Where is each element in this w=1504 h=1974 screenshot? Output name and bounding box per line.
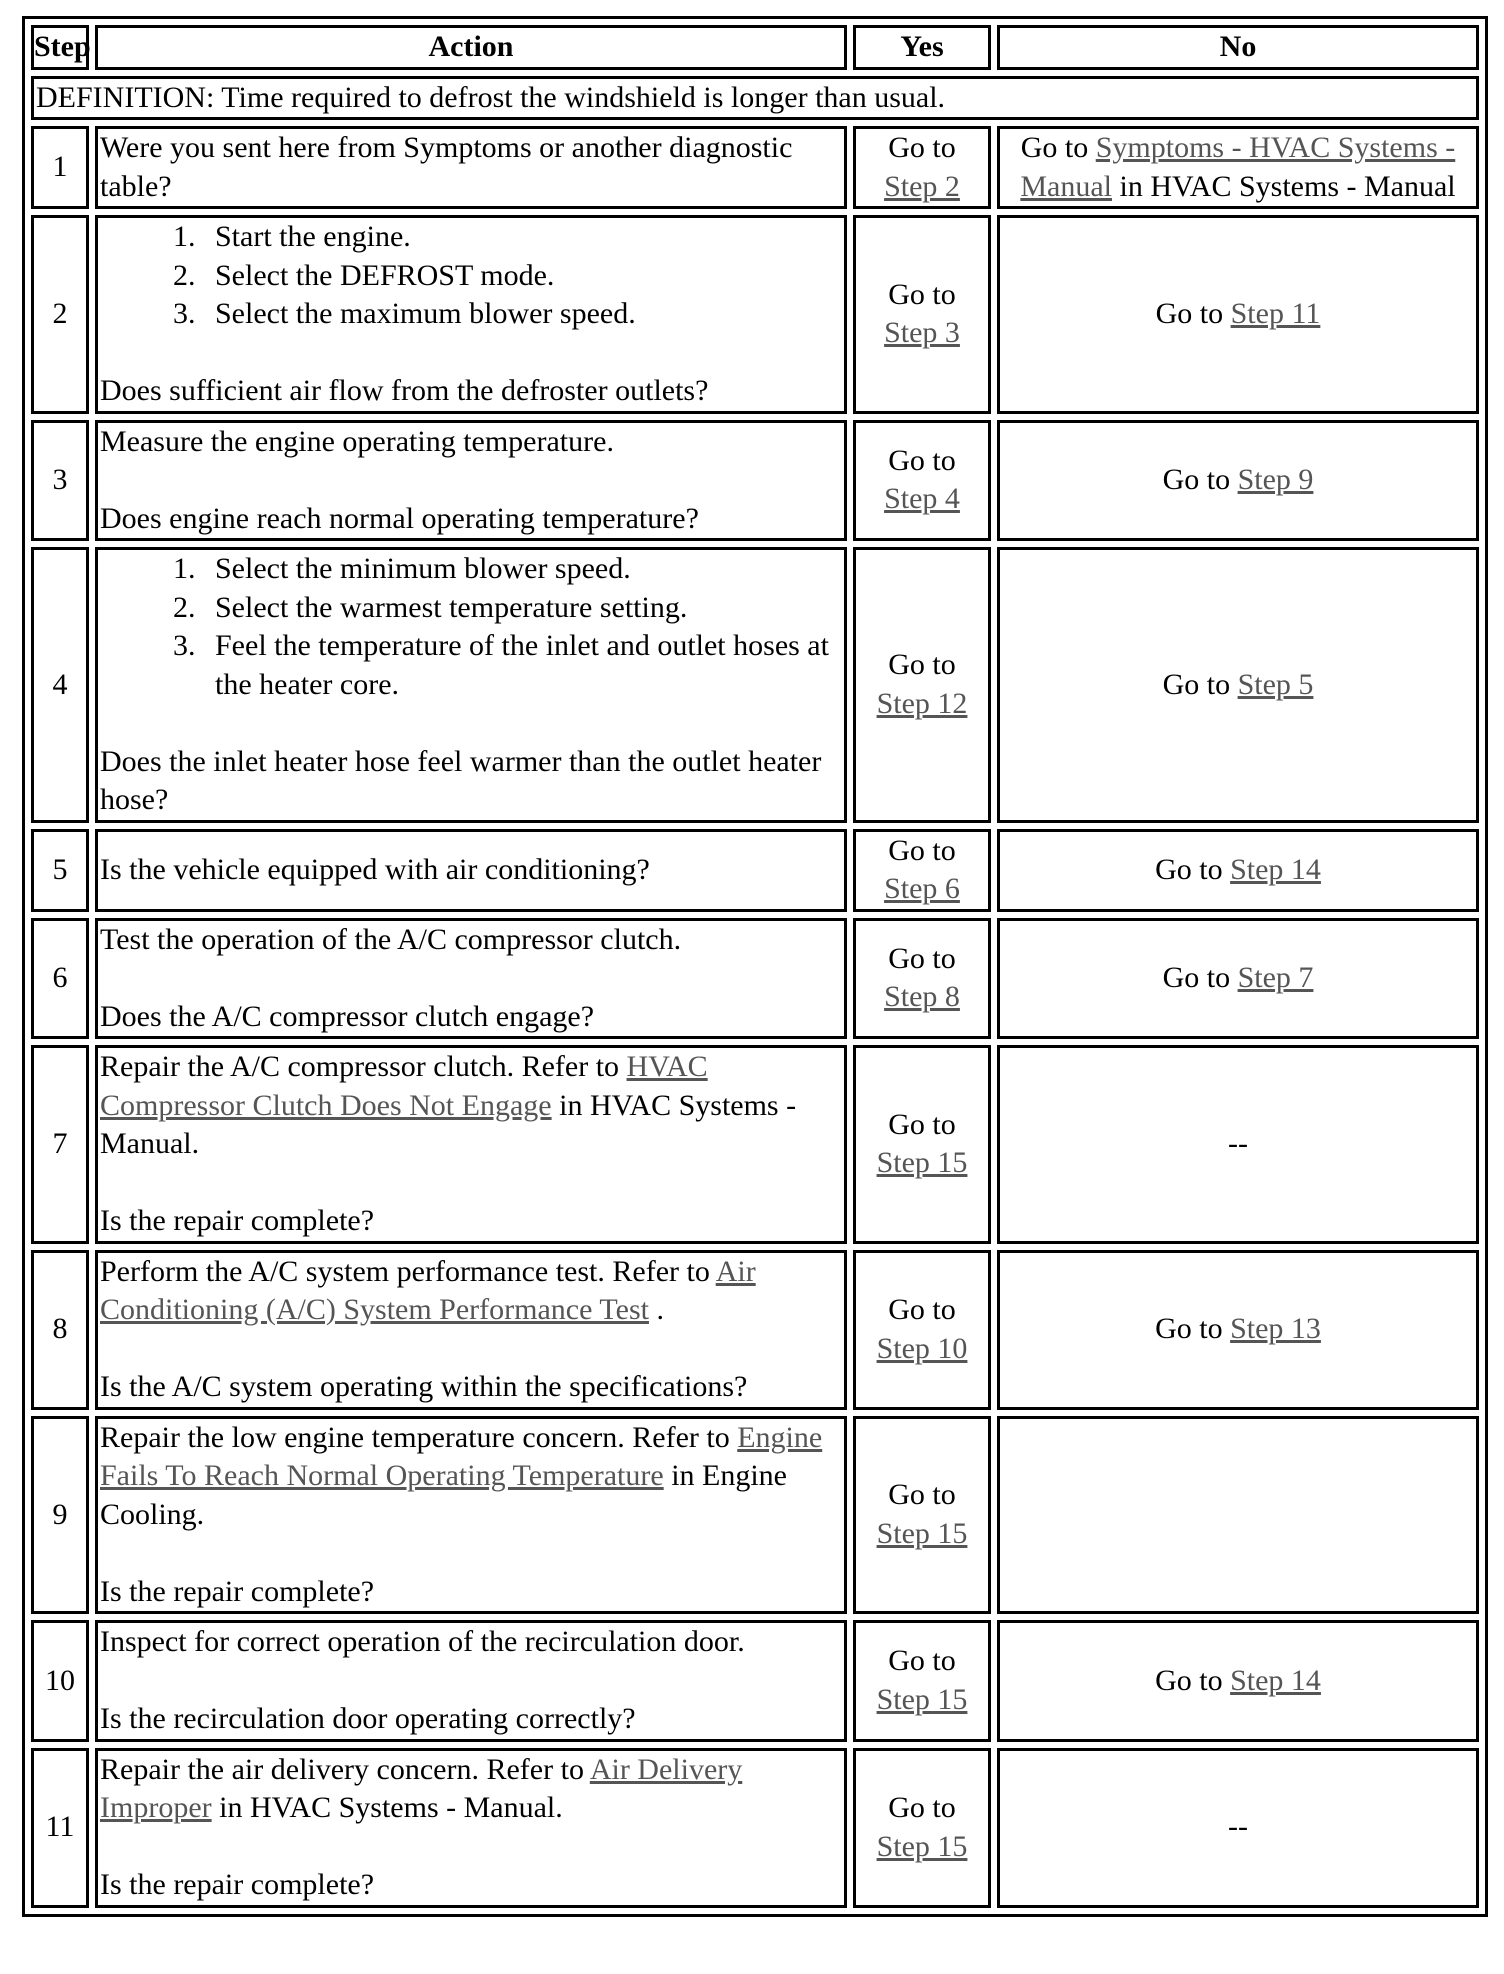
yes-goto-link[interactable]: Step 15 — [876, 1682, 968, 1716]
step-number: 11 — [31, 1748, 89, 1908]
table-row — [31, 420, 1479, 542]
action-instruction: Inspect for correct operation of the recirculation door. — [100, 1625, 745, 1658]
action-step: 2. Select the warmest temperature setting. — [203, 589, 842, 628]
no-goto-pre: Go to — [1162, 961, 1231, 994]
action-steps-list — [100, 218, 842, 334]
no-goto-text: -- — [1228, 1810, 1248, 1844]
header-yes: Yes — [853, 25, 991, 70]
yes-cell — [853, 829, 991, 912]
no-goto-pre: Go to — [1155, 1312, 1223, 1346]
step-number: 2 — [31, 215, 89, 414]
yes-goto-pre: Go to — [888, 1293, 956, 1326]
action-cell — [95, 1045, 847, 1244]
action-cell — [95, 420, 847, 542]
no-cell — [997, 1250, 1479, 1410]
yes-cell — [853, 126, 991, 209]
reference-link[interactable]: Engine Fails To Reach Normal Operating Temperature — [100, 1420, 823, 1492]
header-row — [31, 25, 1479, 70]
definition-text: DEFINITION: Time required to defrost the windshield is longer than usual. — [31, 76, 1479, 121]
no-cell — [997, 126, 1479, 209]
header-action: Action — [95, 25, 847, 70]
no-cell — [997, 420, 1479, 542]
no-cell — [997, 547, 1479, 823]
action-step: 3. Feel the temperature of the inlet and outlet hoses at the heater core. — [203, 627, 842, 704]
blank-line — [100, 1662, 842, 1701]
yes-goto-pre: Go to — [888, 1644, 956, 1678]
step-number: 5 — [31, 829, 89, 912]
action-question: Is the repair complete? — [100, 1868, 375, 1901]
no-goto-post: in HVAC Systems - Manual — [1119, 169, 1456, 203]
action-step: 2. Select the DEFROST mode. — [203, 257, 842, 296]
yes-goto-link[interactable]: Step 15 — [876, 1829, 968, 1863]
yes-goto-link[interactable]: Step 12 — [876, 686, 968, 720]
step-number: 7 — [31, 1045, 89, 1244]
header-step: Step — [31, 25, 89, 70]
action-pre: Repair the air delivery concern. Refer to — [100, 1752, 584, 1786]
yes-cell — [853, 918, 991, 1040]
table-row — [31, 215, 1479, 414]
yes-goto-link[interactable]: Step 15 — [876, 1146, 968, 1180]
action-post: in HVAC Systems - Manual. — [219, 1791, 563, 1824]
step-number: 10 — [31, 1620, 89, 1742]
no-goto-pre: Go to — [1155, 297, 1224, 330]
action-question: Is the recirculation door operating correctly? — [100, 1702, 636, 1735]
table-row — [31, 1416, 1479, 1615]
table-row — [31, 1250, 1479, 1410]
action-cell — [95, 126, 847, 209]
yes-goto-pre: Go to — [888, 1791, 956, 1824]
step-number: 9 — [31, 1416, 89, 1615]
action-question: Does the A/C compressor clutch engage? — [100, 999, 595, 1033]
step-number: 8 — [31, 1250, 89, 1410]
blank-line — [100, 704, 842, 743]
yes-goto-link[interactable]: Step 6 — [884, 872, 960, 905]
blank-line — [100, 461, 842, 500]
action-step: 3. Select the maximum blower speed. — [203, 295, 842, 334]
reference-link[interactable]: Air Delivery Improper — [100, 1752, 743, 1824]
action-instruction — [100, 1048, 842, 1164]
no-goto-pre: Go to — [1155, 1663, 1223, 1697]
no-cell — [997, 1416, 1479, 1615]
action-question: Is the repair complete? — [100, 1204, 375, 1237]
yes-goto-link[interactable]: Step 8 — [884, 980, 960, 1014]
action-cell — [95, 1620, 847, 1742]
action-step: 1. Start the engine. — [203, 218, 842, 257]
no-goto-pre: Go to — [1020, 131, 1089, 164]
no-goto-link[interactable]: Step 9 — [1237, 463, 1314, 496]
blank-line — [100, 1534, 842, 1573]
yes-goto-pre: Go to — [888, 277, 956, 311]
blank-line — [100, 1164, 842, 1203]
no-cell — [997, 215, 1479, 414]
yes-goto-link[interactable]: Step 10 — [876, 1331, 968, 1365]
yes-cell — [853, 547, 991, 823]
step-number: 3 — [31, 420, 89, 542]
no-goto-link[interactable]: Symptoms - HVAC Systems - Manual — [1020, 131, 1456, 203]
action-instruction — [100, 1253, 842, 1330]
yes-goto-link[interactable]: Step 4 — [884, 482, 960, 516]
no-goto-link[interactable]: Step 13 — [1230, 1312, 1321, 1346]
blank-line — [100, 959, 842, 998]
no-cell — [997, 829, 1479, 912]
table-row — [31, 829, 1479, 912]
yes-goto-pre: Go to — [888, 131, 956, 164]
yes-goto-link[interactable]: Step 3 — [884, 316, 960, 350]
action-instruction: Were you sent here from Symptoms or another diagnostic table? — [100, 131, 793, 203]
blank-line — [100, 1828, 842, 1867]
action-question: Does the inlet heater hose feel warmer than the outlet heater hose? — [100, 744, 822, 816]
no-goto-link[interactable]: Step 11 — [1230, 297, 1321, 330]
blank-line — [100, 334, 842, 373]
action-instruction: Test the operation of the A/C compressor clutch. — [100, 922, 682, 956]
table-row — [31, 126, 1479, 209]
action-post: . — [656, 1293, 664, 1326]
action-cell — [95, 829, 847, 912]
blank-line — [100, 1330, 842, 1369]
action-pre: Repair the low engine temperature concern. Refer to — [100, 1420, 730, 1454]
no-goto-pre: Go to — [1162, 667, 1231, 701]
yes-goto-pre: Go to — [888, 941, 956, 975]
action-instruction: Is the vehicle equipped with air conditioning? — [100, 852, 650, 886]
step-number: 1 — [31, 126, 89, 209]
yes-goto-pre: Go to — [888, 648, 956, 682]
reference-link[interactable]: Air Conditioning (A/C) System Performance Test — [100, 1254, 756, 1326]
no-goto-link[interactable]: Step 7 — [1237, 961, 1314, 994]
reference-link[interactable]: HVAC Compressor Clutch Does Not Engage — [100, 1050, 708, 1122]
table-row — [31, 547, 1479, 823]
no-goto-pre: Go to — [1162, 463, 1231, 496]
yes-goto-link[interactable]: Step 2 — [884, 169, 960, 203]
yes-goto-pre: Go to — [888, 443, 956, 477]
table-row — [31, 918, 1479, 1040]
action-question: Does engine reach normal operating temperature? — [100, 501, 699, 535]
no-cell — [997, 918, 1479, 1040]
table-row — [31, 1045, 1479, 1244]
no-goto-link[interactable]: Step 14 — [1230, 852, 1321, 886]
action-question: Does sufficient air flow from the defroster outlets? — [100, 374, 709, 407]
yes-cell — [853, 1620, 991, 1742]
step-number: 4 — [31, 547, 89, 823]
no-goto-pre: Go to — [1155, 852, 1223, 886]
yes-cell — [853, 215, 991, 414]
yes-cell — [853, 1250, 991, 1410]
no-cell — [997, 1748, 1479, 1908]
yes-goto-pre: Go to — [888, 1478, 956, 1512]
yes-cell — [853, 420, 991, 542]
action-cell — [95, 547, 847, 823]
action-pre: Perform the A/C system performance test. Refer to — [100, 1254, 710, 1288]
yes-cell — [853, 1748, 991, 1908]
yes-goto-link[interactable]: Step 15 — [876, 1516, 968, 1550]
action-question: Is the repair complete? — [100, 1574, 375, 1608]
action-post: in Engine Cooling. — [100, 1459, 787, 1531]
action-cell — [95, 215, 847, 414]
action-post: in HVAC Systems - Manual. — [100, 1088, 797, 1160]
action-cell — [95, 1416, 847, 1615]
table-row — [31, 1620, 1479, 1742]
action-instruction: Measure the engine operating temperature. — [100, 424, 614, 458]
no-goto-text: -- — [1228, 1127, 1248, 1160]
no-cell — [997, 1620, 1479, 1742]
definition-row — [31, 76, 1479, 121]
action-question: Is the A/C system operating within the specifications? — [100, 1370, 748, 1403]
header-no: No — [997, 25, 1479, 70]
action-cell — [95, 1250, 847, 1410]
action-instruction — [100, 1419, 842, 1535]
action-steps-list — [100, 550, 842, 704]
action-pre: Repair the A/C compressor clutch. Refer to — [100, 1050, 620, 1083]
no-goto-link[interactable]: Step 5 — [1237, 667, 1314, 701]
diagnostic-table — [22, 16, 1488, 1917]
action-cell — [95, 1748, 847, 1908]
table-row — [31, 1748, 1479, 1908]
no-goto-link[interactable]: Step 14 — [1230, 1663, 1321, 1697]
yes-cell — [853, 1416, 991, 1615]
yes-goto-pre: Go to — [888, 1107, 956, 1141]
step-number: 6 — [31, 918, 89, 1040]
action-cell — [95, 918, 847, 1040]
action-instruction — [100, 1751, 842, 1828]
no-cell — [997, 1045, 1479, 1244]
yes-cell — [853, 1045, 991, 1244]
yes-goto-pre: Go to — [888, 833, 956, 867]
action-step: 1. Select the minimum blower speed. — [203, 550, 842, 589]
